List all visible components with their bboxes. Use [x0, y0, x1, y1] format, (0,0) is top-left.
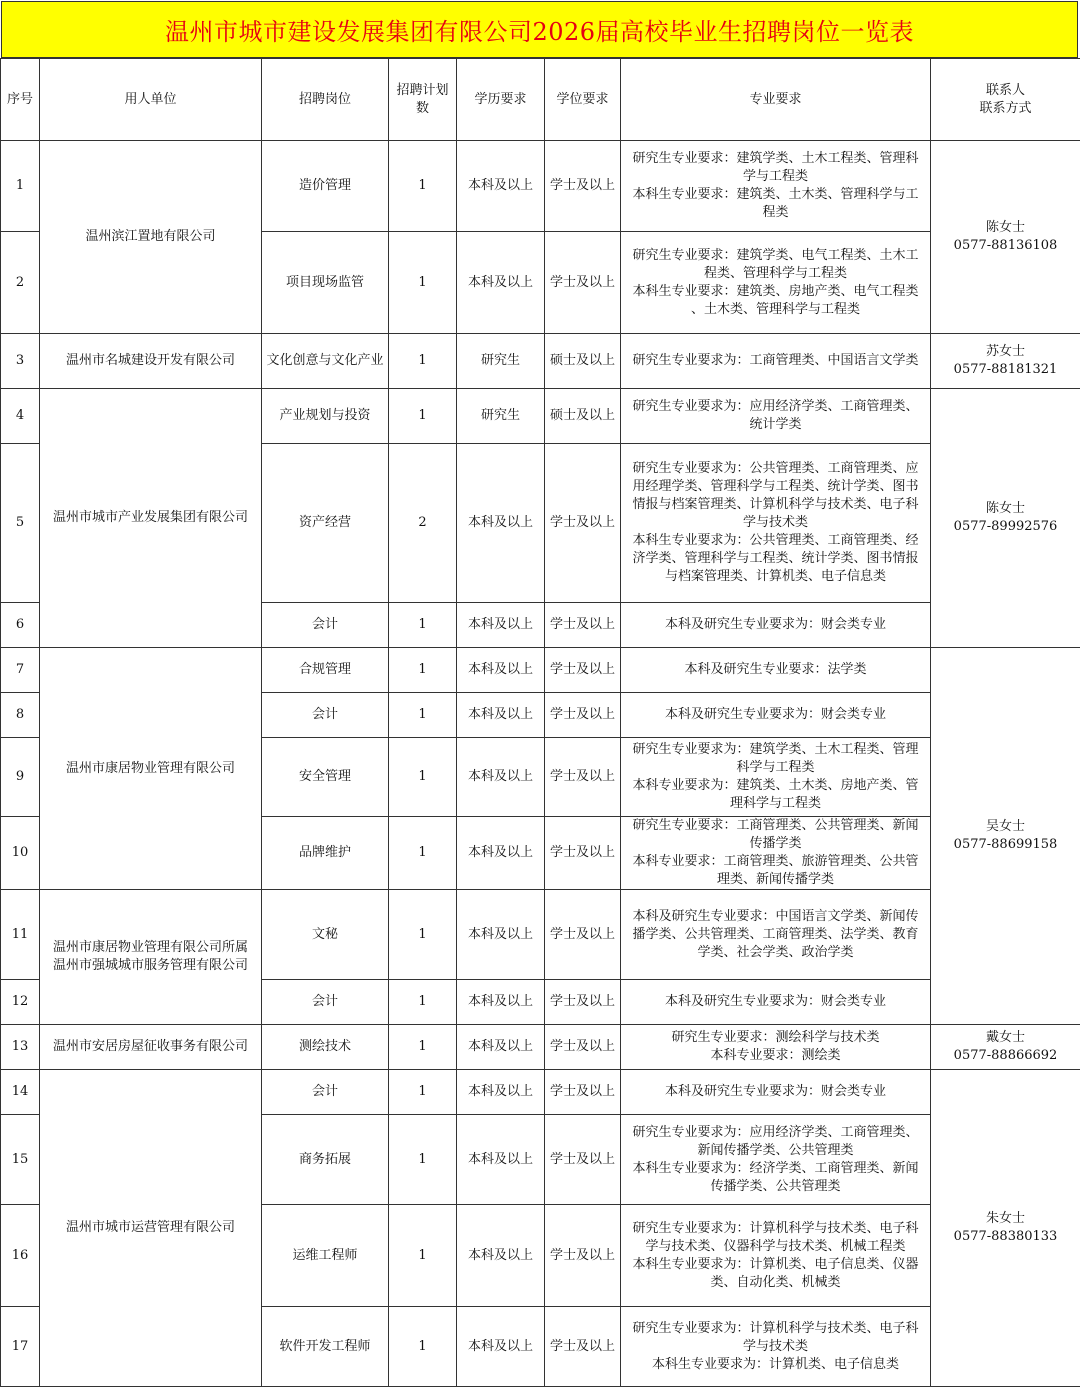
row-seq: 7	[1, 648, 40, 693]
row-seq: 17	[1, 1307, 40, 1387]
contact-info	[931, 1070, 1080, 1387]
row-position: 运维工程师	[262, 1205, 389, 1307]
major-line: 理类、新闻传播学类	[625, 871, 926, 889]
header-contact-line1: 联系人	[935, 82, 1076, 100]
major-line: 学与工程类	[625, 168, 926, 186]
major-line: 研究生专业要求为：应用经济学类、工商管理类、	[625, 1124, 926, 1142]
table-row	[1, 334, 1080, 389]
major-line: 研究生专业要求：建筑学类、电气工程类、土木工	[625, 247, 926, 265]
row-seq: 11	[1, 890, 40, 980]
contact-phone: 0577-89992576	[935, 518, 1076, 536]
row-degree: 学士及以上	[545, 648, 621, 693]
major-line: 本科生专业要求为：计算机类、电子信息类、仪器	[625, 1256, 926, 1274]
employer-unit: 温州市名城建设开发有限公司	[40, 334, 262, 389]
major-line: 研究生专业要求为：工商管理类、中国语言文学类	[625, 352, 926, 370]
row-degree: 学士及以上	[545, 141, 621, 232]
row-position: 品牌维护	[262, 817, 389, 890]
row-degree: 学士及以上	[545, 1070, 621, 1115]
row-seq: 3	[1, 334, 40, 389]
table-row	[1, 1070, 1080, 1115]
row-position: 会计	[262, 603, 389, 648]
contact-name: 陈女士	[935, 219, 1076, 237]
row-plan: 1	[389, 1205, 457, 1307]
row-education: 本科及以上	[457, 1307, 545, 1387]
employer-unit: 温州市安居房屋征收事务有限公司	[40, 1025, 262, 1070]
row-seq: 8	[1, 693, 40, 738]
row-seq: 4	[1, 389, 40, 444]
contact-phone: 0577-88866692	[935, 1047, 1076, 1065]
contact-name: 戴女士	[935, 1029, 1076, 1047]
header-plan-line2: 数	[393, 100, 452, 118]
row-education: 本科及以上	[457, 232, 545, 334]
table-row	[1, 648, 1080, 693]
row-plan: 1	[389, 693, 457, 738]
header-plan	[389, 59, 457, 141]
major-line: 济学类、管理科学与工程类、统计学类、图书情报	[625, 550, 926, 568]
employer-unit	[40, 890, 262, 1025]
row-seq: 15	[1, 1115, 40, 1205]
row-seq: 5	[1, 444, 40, 603]
row-seq: 6	[1, 603, 40, 648]
major-line: 研究生专业要求：测绘科学与技术类	[625, 1029, 926, 1047]
row-degree: 学士及以上	[545, 232, 621, 334]
row-major-requirements	[621, 817, 931, 890]
row-position: 资产经营	[262, 444, 389, 603]
page-title: 温州市城市建设发展集团有限公司2026届高校毕业生招聘岗位一览表	[165, 12, 914, 47]
header-contact	[931, 59, 1080, 141]
row-seq: 9	[1, 738, 40, 817]
row-education: 本科及以上	[457, 817, 545, 890]
contact-info	[931, 389, 1080, 648]
major-line: 本科及研究生专业要求为：财会类专业	[625, 1083, 926, 1101]
major-line: 类、自动化类、机械类	[625, 1274, 926, 1292]
row-education: 本科及以上	[457, 1070, 545, 1115]
row-degree: 学士及以上	[545, 980, 621, 1025]
major-line: 研究生专业要求：工商管理类、公共管理类、新闻	[625, 817, 926, 835]
header-contact-line2: 联系方式	[935, 100, 1076, 118]
major-line: 本科及研究生专业要求：中国语言文学类、新闻传	[625, 908, 926, 926]
major-line: 本科及研究生专业要求：法学类	[625, 661, 926, 679]
row-education: 本科及以上	[457, 738, 545, 817]
employer-unit-line1: 温州市康居物业管理有限公司所属	[44, 939, 257, 957]
table-row	[1, 389, 1080, 444]
row-plan: 1	[389, 980, 457, 1025]
row-major-requirements	[621, 738, 931, 817]
contact-info	[931, 141, 1080, 334]
row-education: 本科及以上	[457, 603, 545, 648]
row-major-requirements	[621, 1307, 931, 1387]
row-position: 合规管理	[262, 648, 389, 693]
row-major-requirements	[621, 334, 931, 389]
major-line: 科学与工程类	[625, 759, 926, 777]
header-unit: 用人单位	[40, 59, 262, 141]
row-education: 研究生	[457, 334, 545, 389]
major-line: 学与技术类、仪器科学与技术类、机械工程类	[625, 1238, 926, 1256]
major-line: 用经理学类、管理科学与工程类、统计学类、图书	[625, 478, 926, 496]
employer-unit: 温州滨江置地有限公司	[40, 141, 262, 334]
row-major-requirements	[621, 1115, 931, 1205]
row-position: 安全管理	[262, 738, 389, 817]
row-degree: 硕士及以上	[545, 334, 621, 389]
row-education: 本科及以上	[457, 141, 545, 232]
contact-info	[931, 334, 1080, 389]
row-major-requirements	[621, 1025, 931, 1070]
row-major-requirements	[621, 603, 931, 648]
contact-name: 吴女士	[935, 818, 1076, 836]
major-line: 研究生专业要求为：计算机科学与技术类、电子科	[625, 1220, 926, 1238]
major-line: 本科生专业要求为：计算机类、电子信息类	[625, 1356, 926, 1374]
major-line: 学与技术类	[625, 1338, 926, 1356]
major-line: 播学类、公共管理类、工商管理类、法学类、教育	[625, 926, 926, 944]
major-line: 本科生专业要求为：经济学类、工商管理类、新闻	[625, 1160, 926, 1178]
row-position: 会计	[262, 980, 389, 1025]
table-row	[1, 141, 1080, 232]
row-plan: 1	[389, 1025, 457, 1070]
row-major-requirements	[621, 141, 931, 232]
header-seq: 序号	[1, 59, 40, 141]
header-plan-line1: 招聘计划	[393, 82, 452, 100]
header-education: 学历要求	[457, 59, 545, 141]
row-education: 本科及以上	[457, 1025, 545, 1070]
recruitment-table	[0, 58, 1080, 1387]
contact-info	[931, 1025, 1080, 1070]
contact-name: 苏女士	[935, 343, 1076, 361]
row-plan: 1	[389, 738, 457, 817]
page-title-bar	[1, 1, 1078, 58]
row-position: 软件开发工程师	[262, 1307, 389, 1387]
employer-unit-line2: 温州市强城城市服务管理有限公司	[44, 957, 257, 975]
header-degree: 学位要求	[545, 59, 621, 141]
employer-unit: 温州市城市产业发展集团有限公司	[40, 389, 262, 648]
major-line: 本科专业要求为：建筑类、土木类、房地产类、管	[625, 777, 926, 795]
row-position: 项目现场监管	[262, 232, 389, 334]
row-plan: 1	[389, 890, 457, 980]
row-position: 产业规划与投资	[262, 389, 389, 444]
major-line: 本科生专业要求为：公共管理类、工商管理类、经	[625, 532, 926, 550]
row-plan: 1	[389, 603, 457, 648]
row-plan: 1	[389, 141, 457, 232]
row-degree: 学士及以上	[545, 890, 621, 980]
major-line: 研究生专业要求为：应用经济学类、工商管理类、	[625, 398, 926, 416]
contact-phone: 0577-88136108	[935, 237, 1076, 255]
row-major-requirements	[621, 1070, 931, 1115]
row-degree: 学士及以上	[545, 693, 621, 738]
row-education: 本科及以上	[457, 980, 545, 1025]
major-line: 本科及研究生专业要求为：财会类专业	[625, 706, 926, 724]
row-plan: 1	[389, 817, 457, 890]
major-line: 传播学类	[625, 835, 926, 853]
row-degree: 学士及以上	[545, 1115, 621, 1205]
row-plan: 1	[389, 232, 457, 334]
major-line: 研究生专业要求为：建筑学类、土木工程类、管理	[625, 741, 926, 759]
major-line: 统计学类	[625, 416, 926, 434]
row-plan: 1	[389, 1070, 457, 1115]
employer-unit: 温州市城市运营管理有限公司	[40, 1070, 262, 1387]
major-line: 情报与档案管理类、计算机科学与技术类、电子科	[625, 496, 926, 514]
row-plan: 1	[389, 1307, 457, 1387]
row-major-requirements	[621, 232, 931, 334]
row-major-requirements	[621, 648, 931, 693]
major-line: 本科专业要求：工商管理类、旅游管理类、公共管	[625, 853, 926, 871]
row-major-requirements	[621, 890, 931, 980]
header-row	[1, 59, 1080, 141]
row-seq: 14	[1, 1070, 40, 1115]
major-line: 程类	[625, 204, 926, 222]
row-education: 研究生	[457, 389, 545, 444]
major-line: 新闻传播学类、公共管理类	[625, 1142, 926, 1160]
major-line: 本科及研究生专业要求为：财会类专业	[625, 616, 926, 634]
row-position: 文秘	[262, 890, 389, 980]
row-seq: 2	[1, 232, 40, 334]
row-education: 本科及以上	[457, 444, 545, 603]
contact-info	[931, 648, 1080, 1025]
major-line: 研究生专业要求为：公共管理类、工商管理类、应	[625, 460, 926, 478]
row-degree: 学士及以上	[545, 1307, 621, 1387]
row-education: 本科及以上	[457, 693, 545, 738]
row-degree: 学士及以上	[545, 603, 621, 648]
major-line: 程类、管理科学与工程类	[625, 265, 926, 283]
row-seq: 12	[1, 980, 40, 1025]
row-major-requirements	[621, 444, 931, 603]
major-line: 学类、社会学类、政治学类	[625, 944, 926, 962]
row-plan: 1	[389, 389, 457, 444]
row-plan: 1	[389, 1115, 457, 1205]
row-major-requirements	[621, 980, 931, 1025]
header-position: 招聘岗位	[262, 59, 389, 141]
major-line: 本科专业要求：测绘类	[625, 1047, 926, 1065]
row-position: 造价管理	[262, 141, 389, 232]
major-line: 本科生专业要求：建筑类、土木类、管理科学与工	[625, 186, 926, 204]
row-degree: 学士及以上	[545, 1025, 621, 1070]
major-line: 传播学类、公共管理类	[625, 1178, 926, 1196]
major-line: 与档案管理类、计算机类、电子信息类	[625, 568, 926, 586]
major-line: 本科及研究生专业要求为：财会类专业	[625, 993, 926, 1011]
row-position: 测绘技术	[262, 1025, 389, 1070]
row-plan: 1	[389, 648, 457, 693]
row-seq: 16	[1, 1205, 40, 1307]
row-position: 文化创意与文化产业	[262, 334, 389, 389]
row-seq: 13	[1, 1025, 40, 1070]
contact-name: 朱女士	[935, 1210, 1076, 1228]
row-position: 商务拓展	[262, 1115, 389, 1205]
major-line: 本科生专业要求：建筑类、房地产类、电气工程类	[625, 283, 926, 301]
row-plan: 1	[389, 334, 457, 389]
contact-phone: 0577-88380133	[935, 1228, 1076, 1246]
contact-name: 陈女士	[935, 500, 1076, 518]
row-major-requirements	[621, 693, 931, 738]
row-seq: 1	[1, 141, 40, 232]
table-row	[1, 890, 1080, 980]
major-line: 学与技术类	[625, 514, 926, 532]
row-education: 本科及以上	[457, 1115, 545, 1205]
major-line: 研究生专业要求：建筑学类、土木工程类、管理科	[625, 150, 926, 168]
row-degree: 学士及以上	[545, 817, 621, 890]
row-education: 本科及以上	[457, 1205, 545, 1307]
major-line: 理科学与工程类	[625, 795, 926, 813]
row-education: 本科及以上	[457, 648, 545, 693]
row-degree: 学士及以上	[545, 738, 621, 817]
contact-phone: 0577-88181321	[935, 361, 1076, 379]
row-seq: 10	[1, 817, 40, 890]
contact-phone: 0577-88699158	[935, 836, 1076, 854]
row-position: 会计	[262, 1070, 389, 1115]
row-major-requirements	[621, 1205, 931, 1307]
table-row	[1, 1025, 1080, 1070]
major-line: 研究生专业要求为：计算机科学与技术类、电子科	[625, 1320, 926, 1338]
row-position: 会计	[262, 693, 389, 738]
header-major: 专业要求	[621, 59, 931, 141]
row-major-requirements	[621, 389, 931, 444]
row-degree: 学士及以上	[545, 444, 621, 603]
row-degree: 硕士及以上	[545, 389, 621, 444]
major-line: 、土木类、管理科学与工程类	[625, 301, 926, 319]
row-plan: 2	[389, 444, 457, 603]
row-education: 本科及以上	[457, 890, 545, 980]
row-degree: 学士及以上	[545, 1205, 621, 1307]
employer-unit: 温州市康居物业管理有限公司	[40, 648, 262, 890]
